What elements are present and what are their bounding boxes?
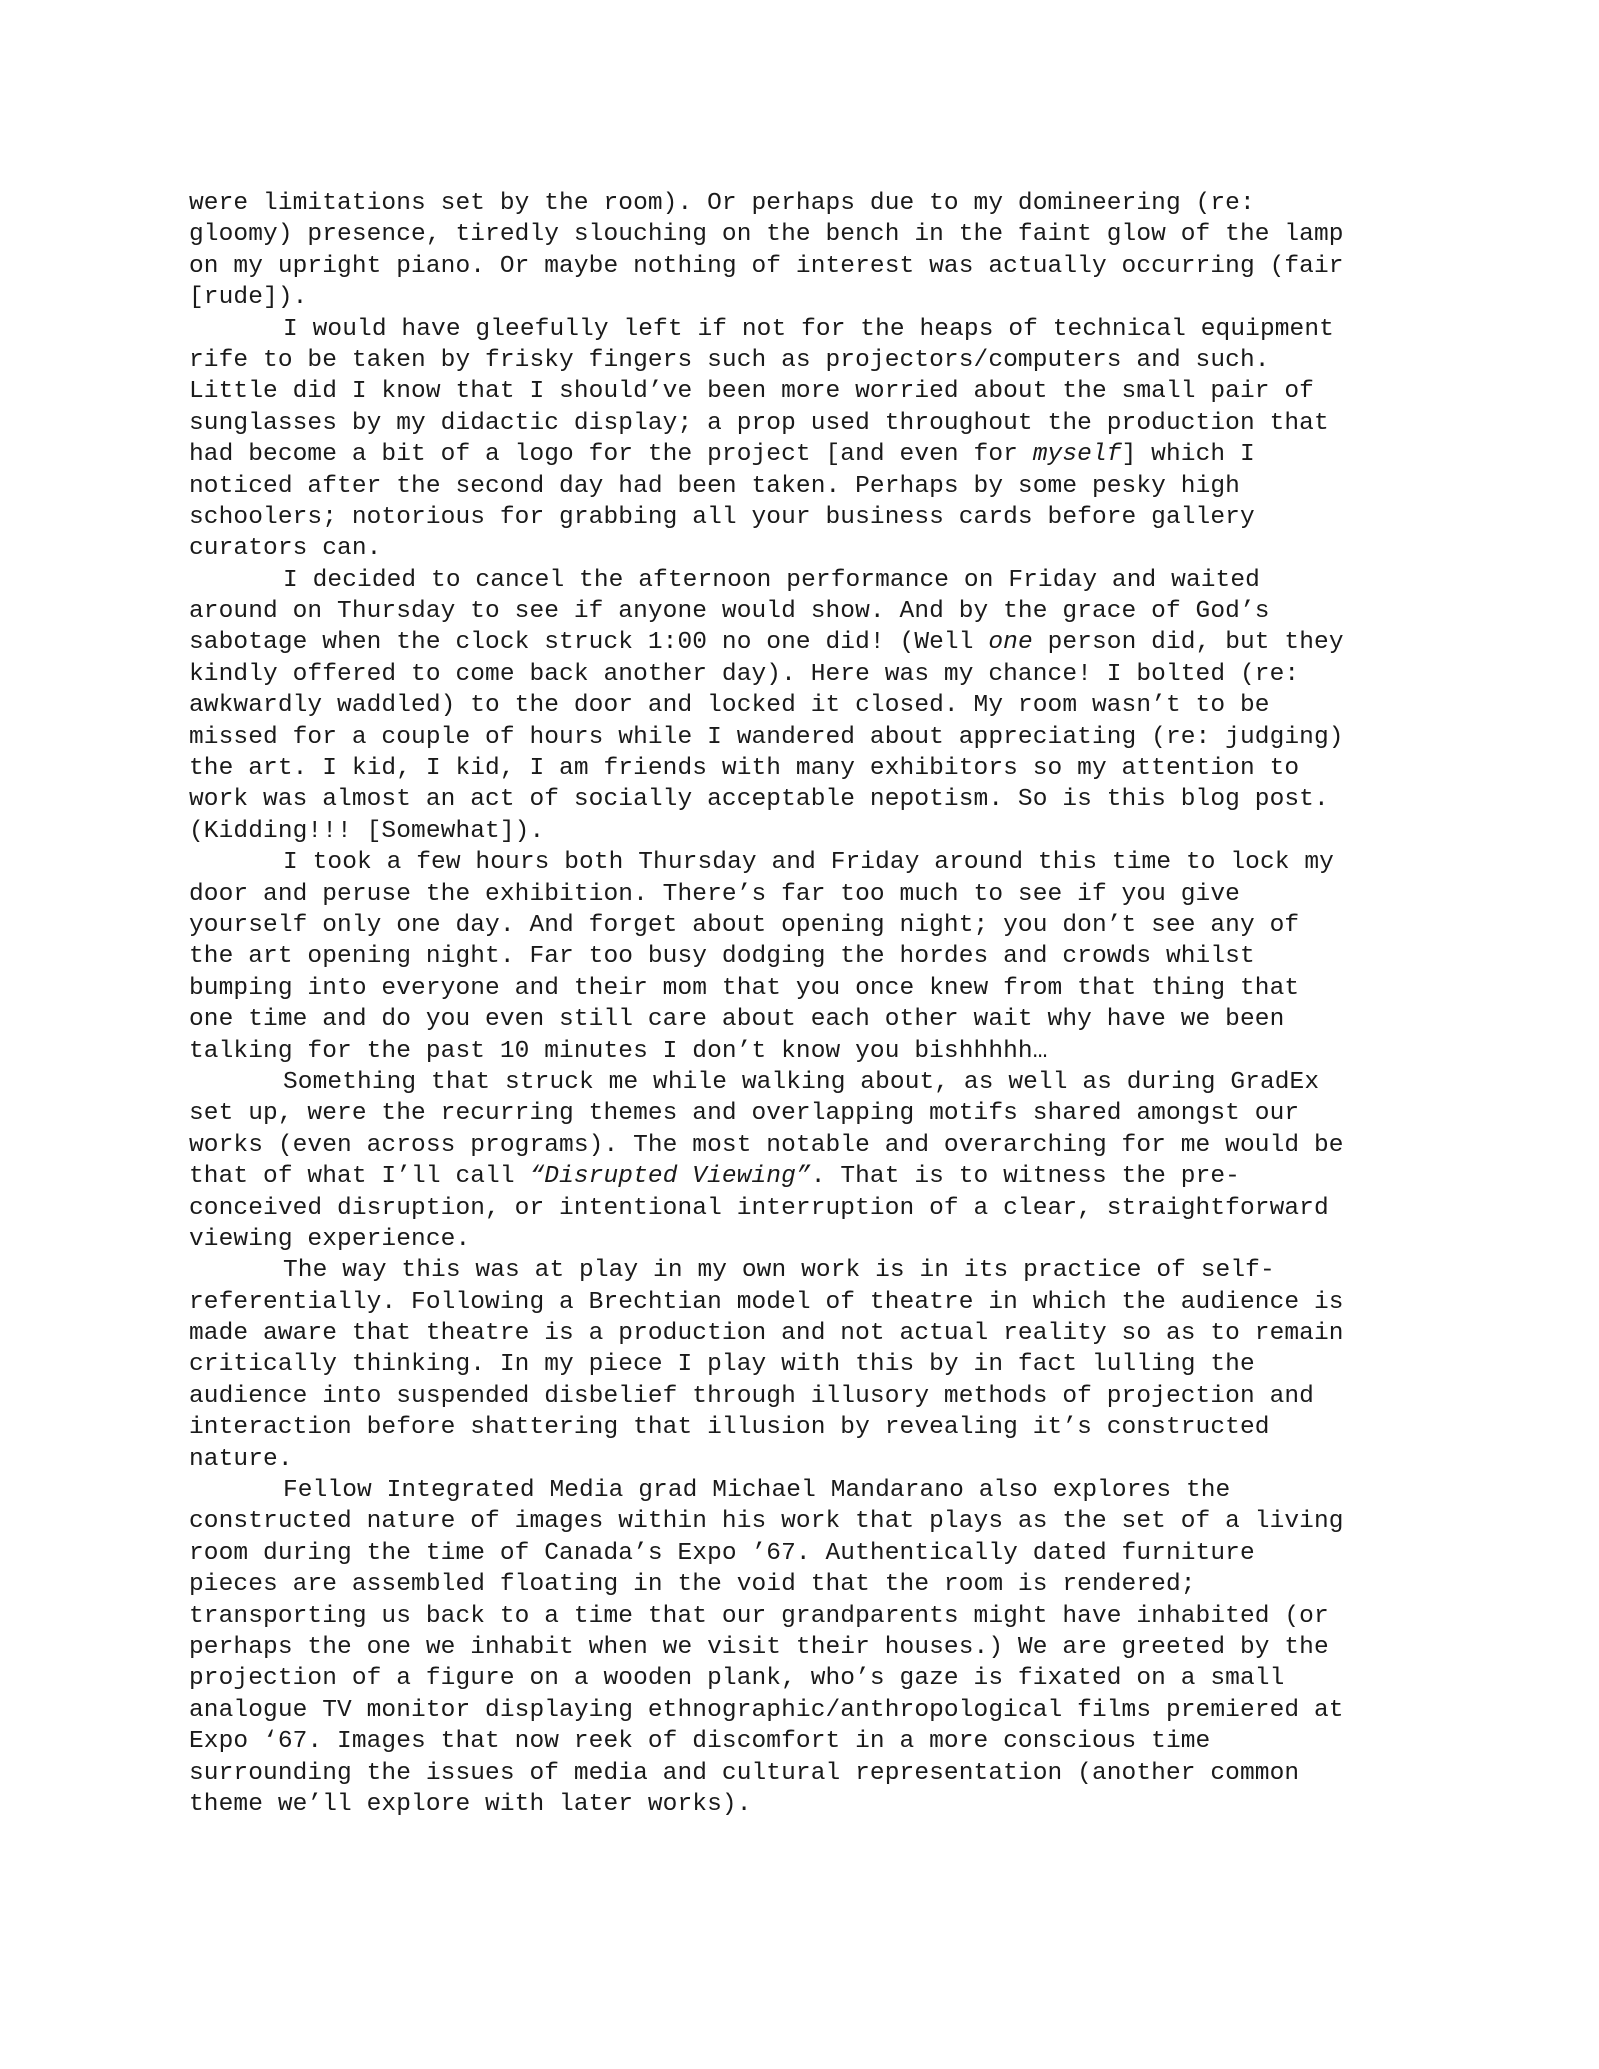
text-run: ] which I [1121, 441, 1255, 469]
text-run: I decided to cancel the afternoon performance on Friday and waited [283, 566, 1260, 594]
text-run: Fellow Integrated Media grad Michael Mandarano also explores the [283, 1477, 1231, 1505]
text-line [189, 1601, 1429, 1632]
text-run: had become a bit of a logo for the project [and even for [189, 441, 1033, 469]
text-line [189, 784, 1429, 815]
text-line [189, 1224, 1429, 1255]
italic-text: myself [1032, 441, 1122, 469]
text-run: set up, were the recurring themes and overlapping motifs shared amongst our [189, 1100, 1300, 1128]
text-line [189, 1130, 1429, 1161]
text-line [189, 690, 1429, 721]
text-run: referentially. Following a Brechtian model of theatre in which the audience is [189, 1288, 1344, 1316]
text-run: door and peruse the exhibition. There’s far too much to see if you give [189, 880, 1240, 908]
text-line [189, 1381, 1429, 1412]
paragraph [189, 1255, 1429, 1475]
text-line [189, 1444, 1429, 1475]
text-line [189, 1789, 1429, 1820]
text-run: [rude]). [189, 284, 308, 312]
text-line [189, 1695, 1429, 1726]
text-line [189, 1475, 1429, 1506]
text-run: audience into suspended disbelief through illusory methods of projection and [189, 1382, 1314, 1410]
text-run: bumping into everyone and their mom that you once knew from that thing that [189, 974, 1300, 1002]
text-run: sabotage when the clock struck 1:00 no one did! (Well [189, 629, 989, 657]
paragraph [189, 1475, 1429, 1820]
italic-text: one [988, 629, 1033, 657]
text-line [189, 219, 1429, 250]
text-run: I took a few hours both Thursday and Friday around this time to lock my [283, 849, 1334, 877]
text-line [189, 1161, 1429, 1192]
text-line [189, 1569, 1429, 1600]
text-line [189, 816, 1429, 847]
text-run: person did, but they [1032, 629, 1344, 657]
text-line [189, 251, 1429, 282]
text-line [189, 1318, 1429, 1349]
text-run: surrounding the issues of media and cultural representation (another common [189, 1759, 1300, 1787]
text-line [189, 439, 1429, 470]
italic-text: “Disrupted Viewing” [529, 1163, 811, 1191]
text-line [189, 847, 1429, 878]
text-line [189, 1004, 1429, 1035]
text-line [189, 627, 1429, 658]
text-run: noticed after the second day had been taken. Perhaps by some pesky high [189, 472, 1240, 500]
paragraph [189, 847, 1429, 1067]
text-line [189, 1036, 1429, 1067]
text-line [189, 282, 1429, 313]
text-run: that of what I’ll call [189, 1163, 530, 1191]
text-run: curators can. [189, 535, 382, 563]
text-line [189, 471, 1429, 502]
text-run: talking for the past 10 minutes I don’t know you bishhhhh… [189, 1037, 1048, 1065]
paragraph [189, 314, 1429, 565]
text-line [189, 533, 1429, 564]
text-run: around on Thursday to see if anyone would show. And by the grace of God’s [189, 598, 1270, 626]
text-run: pieces are assembled floating in the void that the room is rendered; [189, 1571, 1196, 1599]
text-line [189, 1758, 1429, 1789]
text-line [189, 408, 1429, 439]
text-line [189, 1067, 1429, 1098]
paragraph [189, 1067, 1429, 1255]
text-line [189, 596, 1429, 627]
text-run: Expo ‘67. Images that now reek of discomfort in a more conscious time [189, 1728, 1211, 1756]
text-line [189, 1726, 1429, 1757]
text-run: made aware that theatre is a production and not actual reality so as to remain [189, 1320, 1344, 1348]
text-line [189, 1098, 1429, 1129]
text-line [189, 879, 1429, 910]
text-line [189, 722, 1429, 753]
text-line [189, 376, 1429, 407]
text-run: The way this was at play in my own work is in its practice of self- [283, 1257, 1275, 1285]
text-run: critically thinking. In my piece I play with this by in fact lulling the [189, 1351, 1255, 1379]
text-line [189, 1412, 1429, 1443]
text-line [189, 1506, 1429, 1537]
text-run: I would have gleefully left if not for the heaps of technical equipment [283, 315, 1334, 343]
text-run: one time and do you even still care about each other wait why have we been [189, 1006, 1285, 1034]
text-run: viewing experience. [189, 1225, 471, 1253]
document-body [189, 188, 1429, 1820]
text-line [189, 973, 1429, 1004]
text-run: Something that struck me while walking about, as well as during GradEx [283, 1068, 1320, 1096]
text-line [189, 345, 1429, 376]
text-line [189, 659, 1429, 690]
text-run: (Kidding!!! [Somewhat]). [189, 817, 545, 845]
text-run: works (even across programs). The most notable and overarching for me would be [189, 1131, 1344, 1159]
text-run: room during the time of Canada’s Expo ’67. Authentically dated furniture [189, 1539, 1255, 1567]
text-run: . That is to witness the pre- [810, 1163, 1240, 1191]
text-run: work was almost an act of socially acceptable nepotism. So is this blog post. [189, 786, 1329, 814]
text-line [189, 1193, 1429, 1224]
text-line [189, 1663, 1429, 1694]
text-run: sunglasses by my didactic display; a prop used throughout the production that [189, 409, 1329, 437]
text-line [189, 1349, 1429, 1380]
text-run: schoolers; notorious for grabbing all your business cards before gallery [189, 503, 1255, 531]
text-line [189, 188, 1429, 219]
text-run: perhaps the one we inhabit when we visit their houses.) We are greeted by the [189, 1633, 1329, 1661]
text-run: transporting us back to a time that our grandparents might have inhabited (or [189, 1602, 1329, 1630]
text-run: missed for a couple of hours while I wandered about appreciating (re: judging) [189, 723, 1344, 751]
text-line [189, 502, 1429, 533]
text-line [189, 314, 1429, 345]
text-line [189, 1538, 1429, 1569]
text-run: were limitations set by the room). Or perhaps due to my domineering (re: [189, 190, 1255, 217]
text-line [189, 753, 1429, 784]
text-run: kindly offered to come back another day). Here was my chance! I bolted (re: [189, 660, 1300, 688]
text-line [189, 565, 1429, 596]
text-run: conceived disruption, or intentional interruption of a clear, straightforward [189, 1194, 1329, 1222]
text-run: on my upright piano. Or maybe nothing of interest was actually occurring (fair [189, 252, 1344, 280]
text-run: theme we’ll explore with later works). [189, 1790, 752, 1818]
text-line [189, 941, 1429, 972]
text-run: awkwardly waddled) to the door and locked it closed. My room wasn’t to be [189, 692, 1270, 720]
text-line [189, 1255, 1429, 1286]
text-run: rife to be taken by frisky fingers such as projectors/computers and such. [189, 346, 1270, 374]
text-run: interaction before shattering that illusion by revealing it’s constructed [189, 1414, 1270, 1442]
paragraph [189, 188, 1429, 314]
text-run: projection of a figure on a wooden plank, who’s gaze is fixated on a small [189, 1665, 1285, 1693]
text-run: constructed nature of images within his work that plays as the set of a living [189, 1508, 1344, 1536]
text-run: nature. [189, 1445, 293, 1473]
text-line [189, 1287, 1429, 1318]
text-line [189, 1632, 1429, 1663]
paragraph [189, 565, 1429, 848]
text-run: Little did I know that I should’ve been more worried about the small pair of [189, 378, 1314, 406]
text-run: yourself only one day. And forget about opening night; you don’t see any of [189, 911, 1300, 939]
text-run: the art. I kid, I kid, I am friends with many exhibitors so my attention to [189, 755, 1300, 783]
text-line [189, 910, 1429, 941]
text-run: the art opening night. Far too busy dodging the hordes and crowds whilst [189, 943, 1255, 971]
text-run: analogue TV monitor displaying ethnographic/anthropological films premiered at [189, 1696, 1344, 1724]
text-run: gloomy) presence, tiredly slouching on the bench in the faint glow of the lamp [189, 221, 1344, 249]
